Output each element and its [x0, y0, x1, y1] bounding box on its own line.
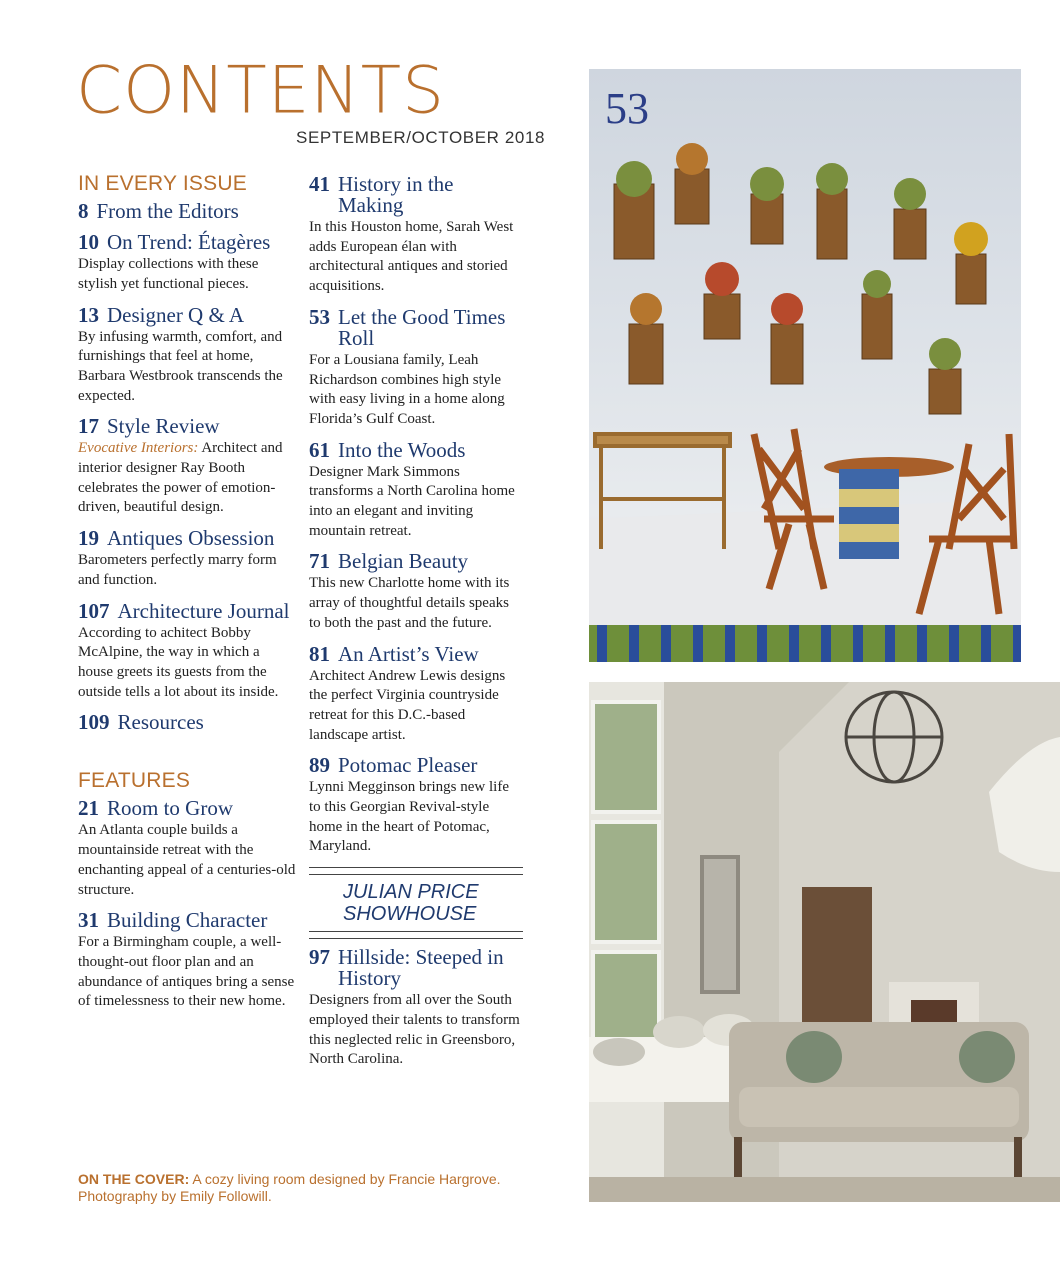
- showhouse-label-line: SHOWHOUSE: [343, 903, 477, 926]
- entry-description: Designers from all over the South employed their talents to transform this neglected relic in Greensboro, North Carolina.: [309, 992, 520, 1068]
- entry-title: Let the Good Times Roll: [338, 304, 506, 350]
- showhouse-label: [309, 875, 523, 931]
- entry-page-number: 109: [78, 710, 110, 735]
- entry-page-number: 97: [309, 945, 330, 970]
- photo-hanging-planters-art: [589, 69, 1021, 662]
- entry-title: Building Character: [107, 908, 268, 933]
- divider: [309, 931, 523, 932]
- toc-entry[interactable]: [309, 304, 523, 430]
- entry-title: Style Review: [107, 414, 220, 439]
- entry-page-number: 10: [78, 230, 99, 255]
- planter-boxes: [614, 143, 988, 414]
- entry-page-number: 81: [309, 641, 330, 666]
- entry-page-number: 53: [309, 304, 330, 329]
- entry-description: By infusing warmth, comfort, and furnishings that feel at home, Barbara Westbrook transcends the expected.: [78, 328, 283, 404]
- entry-title: History in the Making: [338, 172, 454, 217]
- entry-page-number: 41: [309, 172, 330, 196]
- entry-page-number: 71: [309, 549, 330, 574]
- entry-title: Designer Q & A: [107, 302, 245, 327]
- entry-title: Into the Woods: [338, 437, 466, 462]
- toc-entry[interactable]: [78, 712, 296, 733]
- entry-page-number: 89: [309, 753, 330, 778]
- toc-entry[interactable]: [309, 437, 523, 542]
- showhouse-banner: [309, 867, 523, 939]
- toc-entry[interactable]: [309, 755, 523, 857]
- entry-page-number: 61: [309, 437, 330, 462]
- section-heading-features: FEATURES: [78, 769, 191, 793]
- photo-cover-living-room[interactable]: [589, 682, 1060, 1202]
- striped-rug: [589, 625, 1021, 662]
- issue-date: SEPTEMBER/OCTOBER 2018: [296, 128, 546, 147]
- entry-title: Resources: [117, 710, 204, 735]
- entry-title: Potomac Pleaser: [338, 753, 478, 778]
- left-column: [78, 172, 296, 1022]
- entry-page-number: 19: [78, 526, 99, 551]
- entry-page-number: 17: [78, 414, 99, 439]
- entry-description: Display collections with these stylish yet functional pieces.: [78, 256, 259, 292]
- entry-page-number: 107: [78, 598, 110, 623]
- entry-title: Belgian Beauty: [338, 549, 469, 574]
- toc-entry[interactable]: [309, 947, 523, 1070]
- cover-credit: [78, 1171, 548, 1205]
- toc-entry[interactable]: [78, 232, 296, 294]
- entry-description: Lynni Megginson brings new life to this Georgian Revival-style home in the heart of Potomac, Maryland.: [309, 779, 509, 855]
- entry-title: An Artist’s View: [338, 641, 479, 666]
- entry-title: From the Editors: [96, 199, 239, 224]
- entry-description-text: Architect and interior designer Ray Booth celebrates the power of emotion-driven, beautiful design.: [78, 440, 283, 516]
- entry-description: According to achitect Bobby McAlpine, the way in which a house greets its guests from the outside tells a lot about its inside.: [78, 624, 279, 700]
- toc-entry[interactable]: [78, 201, 296, 222]
- toc-entry[interactable]: [78, 416, 296, 518]
- cover-credit-label: ON THE COVER:: [78, 1171, 190, 1187]
- divider: [309, 867, 523, 868]
- entry-title: Architecture Journal: [117, 598, 290, 623]
- entry-page-number: 31: [78, 908, 99, 933]
- toc-entry[interactable]: [78, 598, 296, 703]
- photo-page-number: 53: [605, 84, 649, 133]
- page-title: CONTENTS: [76, 52, 446, 129]
- toc-entry[interactable]: [309, 551, 523, 633]
- entry-page-number: 13: [78, 302, 99, 327]
- entry-description: For a Birmingham couple, a well-thought-out floor plan and an abundance of antiques bring a sense of timelessness to their new home.: [78, 934, 295, 1010]
- entry-description: For a Lousiana family, Leah Richardson combines high style with easy living in a home along Florida’s Gulf Coast.: [309, 351, 505, 427]
- entry-title: On Trend: Étagères: [107, 230, 271, 255]
- toc-entry[interactable]: [78, 528, 296, 590]
- entry-title: Antiques Obsession: [107, 526, 275, 551]
- section-heading-in-every-issue: IN EVERY ISSUE: [78, 172, 247, 195]
- entry-description: [78, 439, 296, 518]
- toc-entry[interactable]: [309, 641, 523, 746]
- entry-title: Hillside: Steeped in History: [338, 945, 504, 991]
- photo-hanging-planters[interactable]: [589, 69, 1021, 662]
- middle-column: [309, 174, 523, 1080]
- entry-page-number: 8: [78, 199, 89, 224]
- toc-entry[interactable]: [78, 798, 296, 900]
- divider: [309, 938, 523, 939]
- cover-credit-text: A cozy living room designed by Francie Hargrove. Photography by Emily Followill.: [78, 1171, 501, 1204]
- entry-title: Room to Grow: [107, 796, 233, 821]
- entry-description: This new Charlotte home with its array of thoughtful details speaks to both the past and the future.: [309, 575, 510, 631]
- entry-description: In this Houston home, Sarah West adds European élan with architectural antiques and storied acquisitions.: [309, 219, 514, 295]
- toc-entry[interactable]: [309, 174, 523, 297]
- entry-page-number: 21: [78, 796, 99, 821]
- toc-entry[interactable]: [78, 302, 296, 407]
- entry-description: Barometers perfectly marry form and function.: [78, 552, 277, 588]
- photo-cover-living-room-art: [589, 682, 1060, 1202]
- toc-entry[interactable]: [78, 910, 296, 1012]
- entry-description: Designer Mark Simmons transforms a North Carolina home into an elegant and inviting mountain retreat.: [309, 463, 515, 539]
- entry-description: An Atlanta couple builds a mountainside retreat with the enchanting appeal of a centuries-old structure.: [78, 822, 296, 898]
- showhouse-label-line: JULIAN PRICE: [343, 881, 479, 904]
- entry-accent-text: Evocative Interiors:: [78, 440, 199, 457]
- entry-description: Architect Andrew Lewis designs the perfect Virginia countryside retreat for this D.C.-based landscape artist.: [309, 667, 506, 743]
